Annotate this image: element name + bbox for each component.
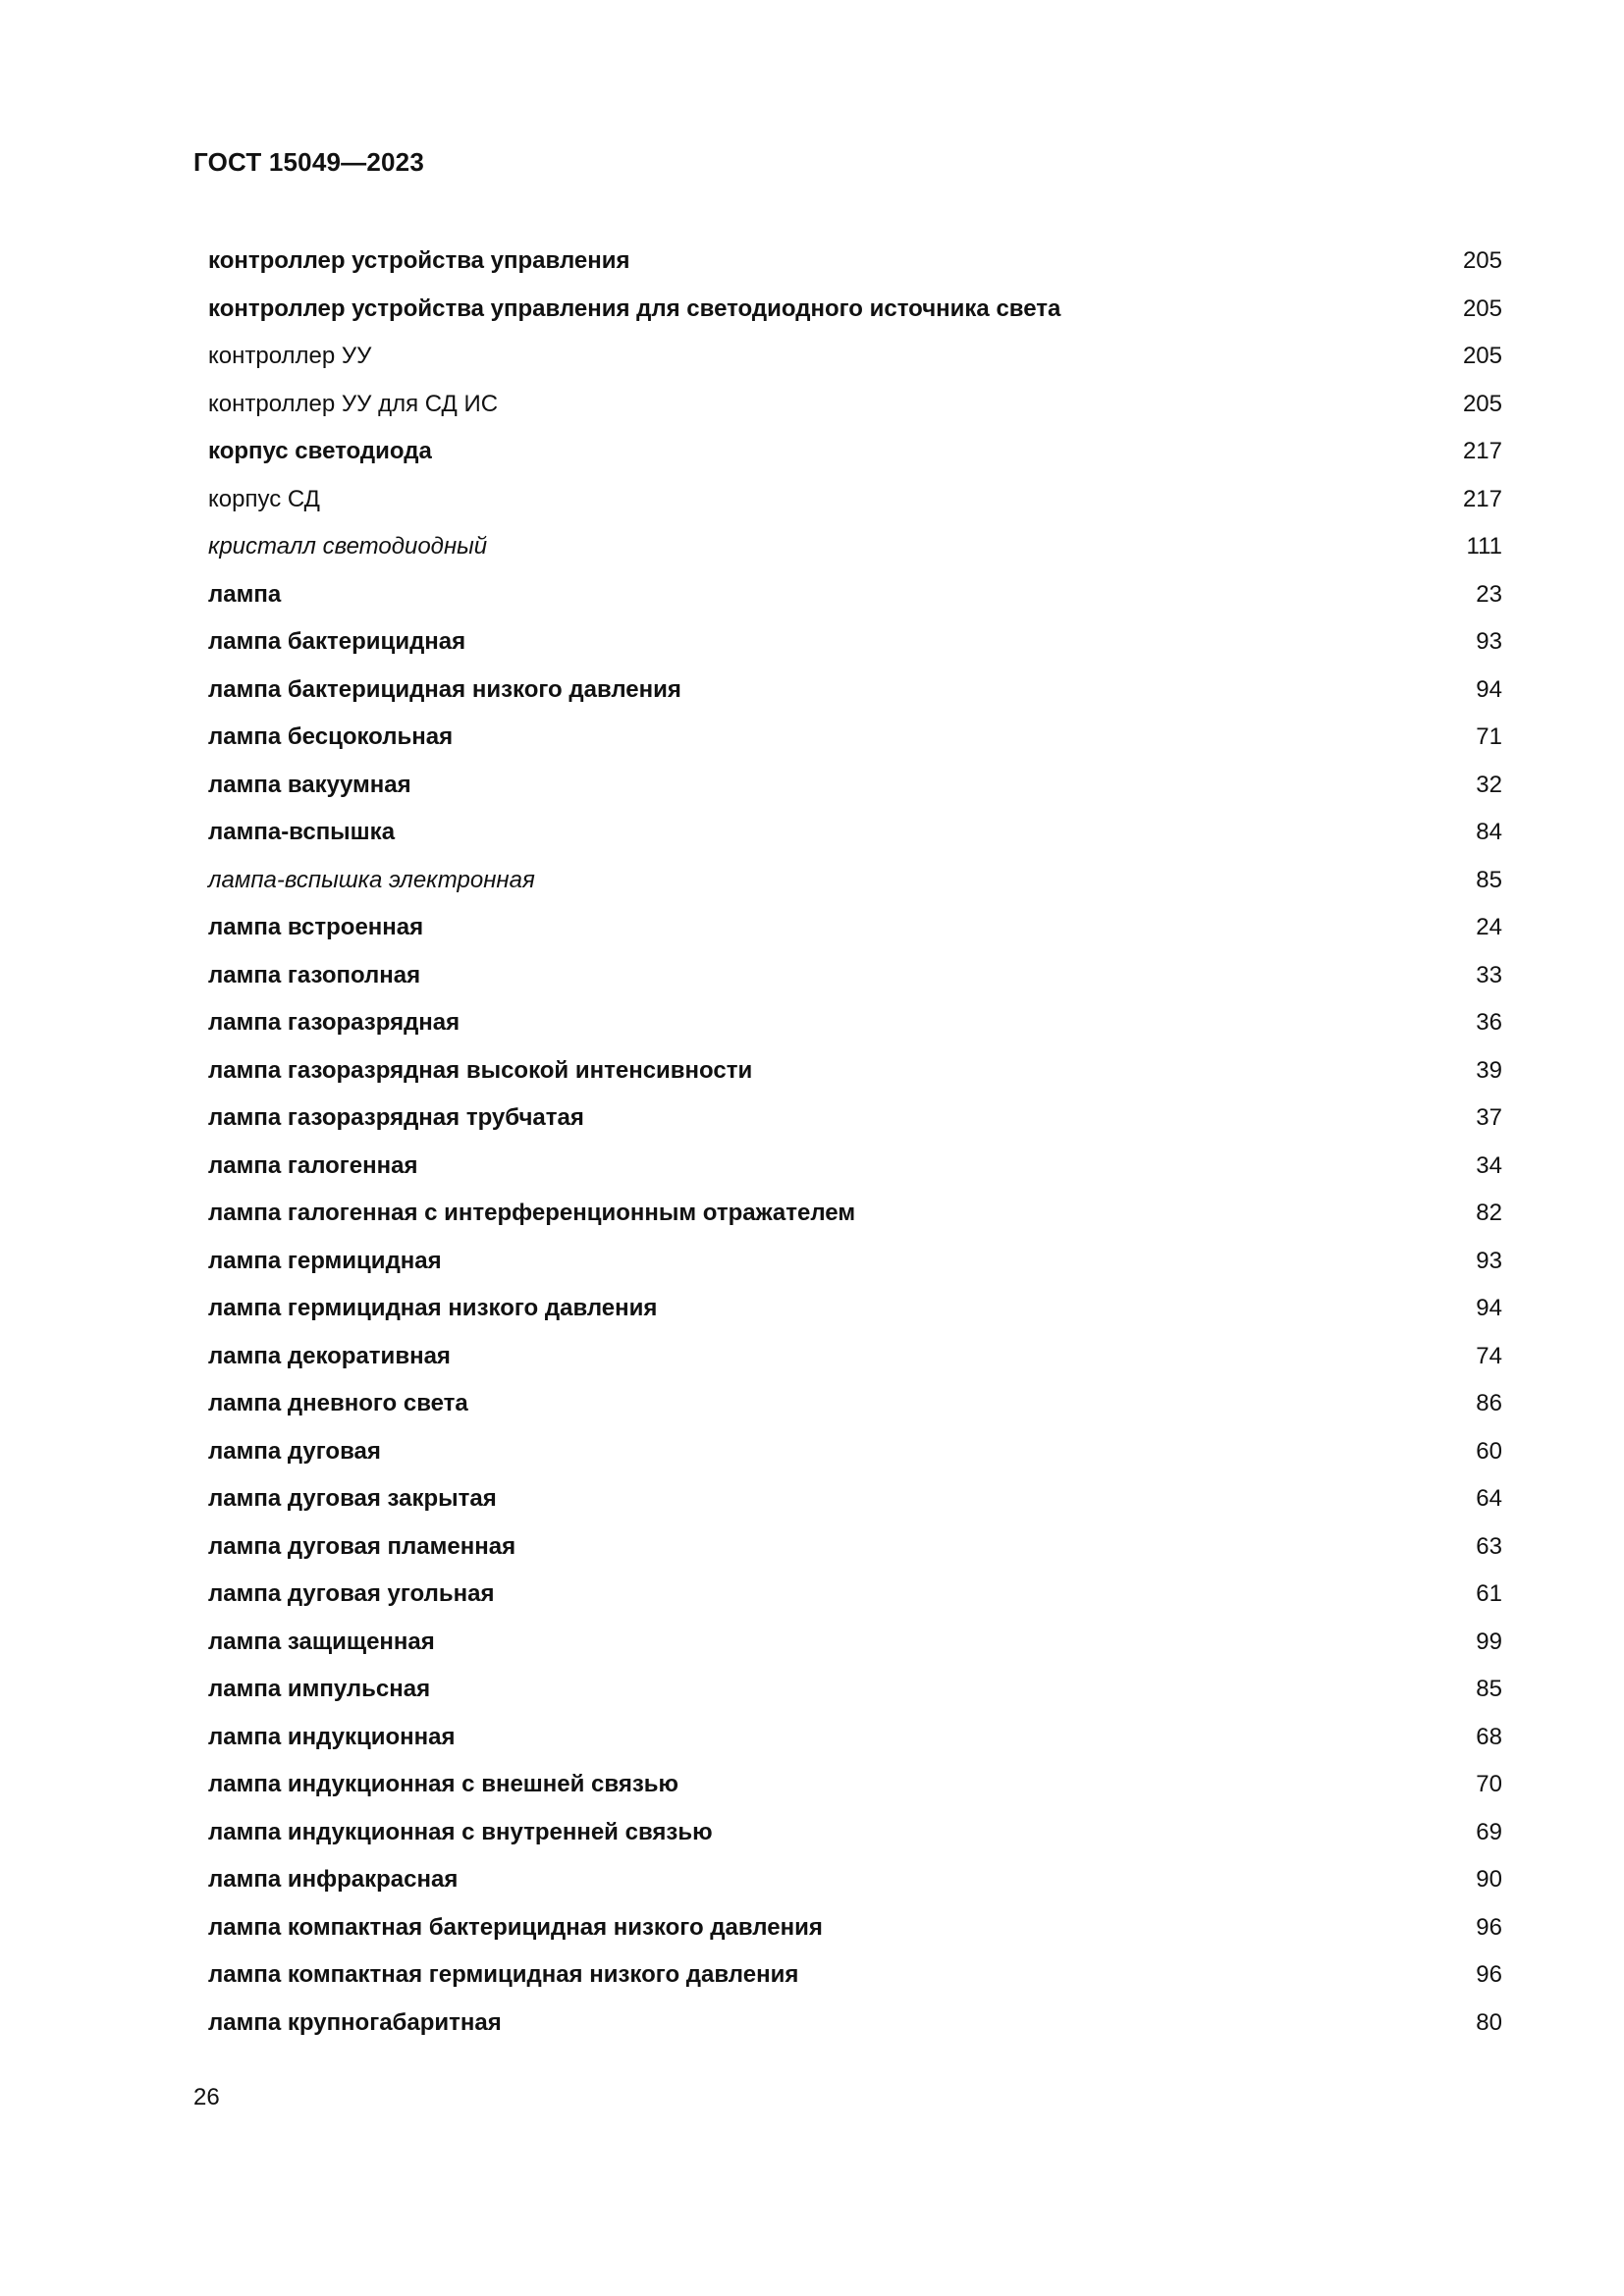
index-entry <box>208 1333 1502 1381</box>
index-page-ref: 85 <box>1476 1676 1502 1702</box>
index-page-ref: 64 <box>1476 1485 1502 1512</box>
index-term: лампа газоразрядная высокой интенсивности <box>208 1056 753 1084</box>
index-entry <box>208 1951 1502 2000</box>
index-entry <box>208 762 1502 810</box>
index-term: контроллер УУ <box>208 343 372 369</box>
index-entry <box>208 238 1502 286</box>
index-page-ref: 33 <box>1476 961 1502 988</box>
page-number: 26 <box>193 2084 220 2110</box>
index-term: лампа бесцокольная <box>208 723 454 750</box>
index-entry <box>208 1428 1502 1476</box>
index-term: лампа-вспышка <box>208 819 396 845</box>
alphabetical-index <box>208 238 1502 2047</box>
index-page-ref: 205 <box>1462 390 1502 417</box>
index-entry <box>208 618 1502 667</box>
index-entry <box>208 809 1502 857</box>
index-term: лампа крупногабаритная <box>208 2008 502 2036</box>
index-entry <box>208 999 1502 1047</box>
index-term: лампа дневного света <box>208 1390 468 1416</box>
index-term: лампа дуговая <box>208 1437 381 1465</box>
index-entry <box>208 952 1502 1000</box>
index-page-ref: 34 <box>1476 1151 1502 1179</box>
index-entry <box>208 667 1502 715</box>
index-page-ref: 96 <box>1476 1961 1502 1988</box>
index-entry <box>208 1143 1502 1191</box>
index-page-ref: 85 <box>1476 866 1502 893</box>
index-page-ref: 71 <box>1476 723 1502 750</box>
index-entry <box>208 1666 1502 1714</box>
index-entry <box>208 286 1502 334</box>
index-term: лампа галогенная <box>208 1151 418 1179</box>
index-term: лампа газоразрядная трубчатая <box>208 1104 584 1131</box>
index-term: лампа защищенная <box>208 1628 435 1655</box>
index-term: лампа индукционная <box>208 1723 456 1750</box>
index-term: лампа компактная гермицидная низкого давления <box>208 1961 799 1988</box>
index-term: лампа индукционная с внешней связью <box>208 1771 679 1797</box>
index-term: лампа дуговая закрытая <box>208 1485 497 1512</box>
index-entry <box>208 1380 1502 1428</box>
index-page-ref: 94 <box>1476 675 1502 703</box>
index-term: лампа компактная бактерицидная низкого давления <box>208 1913 823 1941</box>
index-term: лампа бактерицидная <box>208 628 466 655</box>
index-term: лампа индукционная с внутренней связью <box>208 1818 713 1845</box>
index-entry <box>208 1856 1502 1904</box>
index-entry <box>208 1190 1502 1238</box>
index-entry <box>208 1809 1502 1857</box>
index-entry <box>208 1238 1502 1286</box>
index-page-ref: 74 <box>1476 1342 1502 1369</box>
index-page-ref: 205 <box>1462 294 1502 322</box>
index-term: лампа дуговая угольная <box>208 1580 495 1607</box>
index-term: лампа вакуумная <box>208 771 411 798</box>
index-term: контроллер устройства управления для светодиодного источника света <box>208 294 1061 322</box>
index-term: лампа декоративная <box>208 1342 451 1369</box>
index-entry <box>208 1285 1502 1333</box>
index-term: лампа газоразрядная <box>208 1009 460 1036</box>
index-page-ref: 24 <box>1476 914 1502 940</box>
index-term: лампа газополная <box>208 961 421 988</box>
index-page-ref: 68 <box>1476 1723 1502 1750</box>
index-entry <box>208 1571 1502 1619</box>
index-term: контроллер устройства управления <box>208 247 630 274</box>
index-page-ref: 96 <box>1476 1913 1502 1941</box>
index-entry <box>208 333 1502 381</box>
index-term: контроллер УУ для СД ИС <box>208 390 499 417</box>
index-entry <box>208 857 1502 905</box>
index-term: корпус светодиода <box>208 438 432 464</box>
index-page-ref: 86 <box>1476 1390 1502 1416</box>
index-page-ref: 217 <box>1462 438 1502 464</box>
index-term: лампа инфракрасная <box>208 1866 459 1893</box>
index-page-ref: 111 <box>1466 533 1502 560</box>
index-entry <box>208 1714 1502 1762</box>
index-page-ref: 39 <box>1476 1056 1502 1084</box>
index-entry <box>208 381 1502 429</box>
index-term: лампа <box>208 580 282 608</box>
index-page-ref: 93 <box>1476 628 1502 655</box>
index-term: лампа-вспышка электронная <box>208 866 535 893</box>
document-header: ГОСТ 15049—2023 <box>193 147 424 177</box>
index-entry <box>208 1619 1502 1667</box>
index-term: лампа гермицидная <box>208 1247 442 1274</box>
index-term: лампа галогенная с интерференционным отражателем <box>208 1200 856 1226</box>
index-term: кристалл светодиодный <box>208 533 488 560</box>
index-entry <box>208 1095 1502 1143</box>
index-term: лампа дуговая пламенная <box>208 1532 516 1560</box>
index-entry <box>208 1904 1502 1952</box>
index-page-ref: 63 <box>1476 1532 1502 1560</box>
index-page-ref: 70 <box>1476 1771 1502 1797</box>
index-page-ref: 82 <box>1476 1200 1502 1226</box>
index-entry <box>208 1047 1502 1095</box>
index-page-ref: 37 <box>1476 1104 1502 1131</box>
index-page-ref: 94 <box>1476 1295 1502 1321</box>
index-page-ref: 32 <box>1476 771 1502 798</box>
index-term: лампа бактерицидная низкого давления <box>208 675 681 703</box>
index-page-ref: 205 <box>1462 343 1502 369</box>
index-entry <box>208 1475 1502 1523</box>
index-entry <box>208 571 1502 619</box>
index-term: лампа гермицидная низкого давления <box>208 1295 658 1321</box>
index-term: лампа встроенная <box>208 914 424 940</box>
index-entry <box>208 476 1502 524</box>
index-entry <box>208 1761 1502 1809</box>
index-page-ref: 84 <box>1476 819 1502 845</box>
index-page-ref: 23 <box>1476 580 1502 608</box>
index-term: корпус СД <box>208 485 320 512</box>
index-page-ref: 217 <box>1462 485 1502 512</box>
index-page-ref: 205 <box>1462 247 1502 274</box>
index-entry <box>208 523 1502 571</box>
index-page-ref: 99 <box>1476 1628 1502 1655</box>
index-page-ref: 80 <box>1476 2008 1502 2036</box>
index-page-ref: 61 <box>1476 1580 1502 1607</box>
index-entry <box>208 1523 1502 1572</box>
index-entry <box>208 428 1502 476</box>
index-entry <box>208 904 1502 952</box>
index-entry <box>208 2000 1502 2048</box>
index-page-ref: 69 <box>1476 1818 1502 1845</box>
index-term: лампа импульсная <box>208 1676 431 1702</box>
index-page-ref: 90 <box>1476 1866 1502 1893</box>
index-page-ref: 60 <box>1476 1437 1502 1465</box>
index-page-ref: 36 <box>1476 1009 1502 1036</box>
index-entry <box>208 714 1502 762</box>
index-page-ref: 93 <box>1476 1247 1502 1274</box>
